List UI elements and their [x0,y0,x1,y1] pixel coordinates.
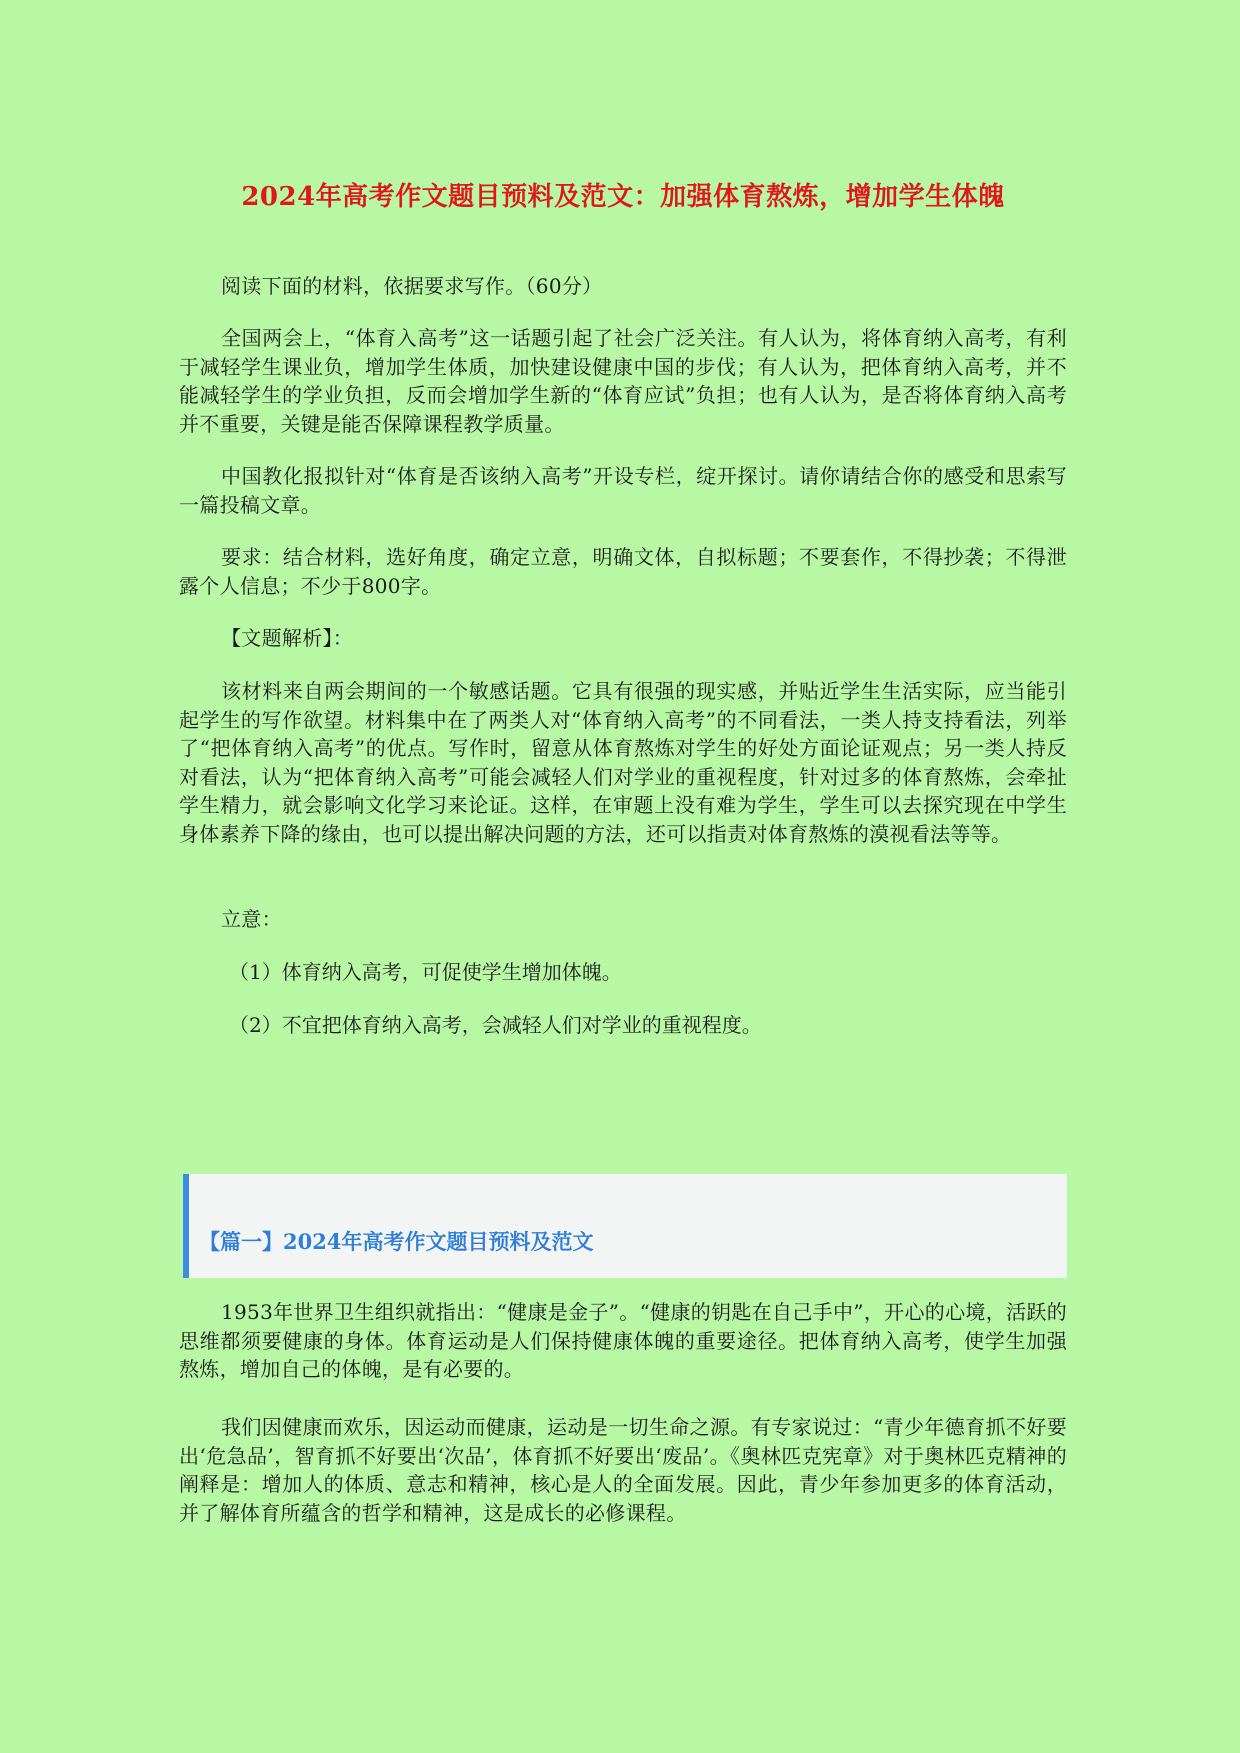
intent-heading: 立意： [221,907,282,931]
intent-item-2: （2）不宜把体育纳入高考，会减轻人们对学业的重视程度。 [229,1013,762,1037]
essay-paragraph-1: 1953年世界卫生组织就指出：“健康是金子”。“健康的钥匙在自己手中”，开心的心境，活跃的思维都须要健康的身体。体育运动是人们保持健康体魄的重要途径。把体育纳入高考，使学生加强熬炼，增加自己的体魄，是有必要的。 [179,1300,1067,1382]
requirements-paragraph: 要求：结合材料，选好角度，确定立意，明确文体，自拟标题；不要套作，不得抄袭；不得泄露个人信息；不少于800字。 [179,545,1067,598]
document-title: 2024年高考作文题目预料及范文：加强体育熬炼，增加学生体魄 [241,182,1005,212]
intro-paragraph-2: 全国两会上，“体育入高考”这一话题引起了社会广泛关注。有人认为，将体育纳入高考，有利于减轻学生课业负，增加学生体质，加快建设健康中国的步伐；有人认为，把体育纳入高考，并不能减轻学生的学业负担，反而会增加学生新的“体育应试”负担；也有人认为，是否将体育纳入高考并不重要，关键是能否保障课程教学质量。 [179,326,1067,436]
essay-paragraph-2: 我们因健康而欢乐，因运动而健康，运动是一切生命之源。有专家说过：“青少年德育抓不好要出‘危急品’，智育抓不好要出‘次品’，体育抓不好要出‘废品’。《奥林匹克宪章》对于奥林匹克精神的阐释是：增加人的体质、意志和精神，核心是人的全面发展。因此，青少年参加更多的体育活动，并了解体育所蕴含的哲学和精神，这是成长的必修课程。 [179,1415,1067,1525]
analysis-heading: 【文题解析】： [221,626,354,650]
analysis-paragraph: 该材料来自两会期间的一个敏感话题。它具有很强的现实感，并贴近学生生活实际，应当能引起学生的写作欲望。材料集中在了两类人对“体育纳入高考”的不同看法，一类人持支持看法，列举了“把体育纳入高考”的优点。写作时，留意从体育熬炼对学生的好处方面论证观点；另一类人持反对看法，认为“把体育纳入高考”可能会减轻人们对学业的重视程度，针对过多的体育熬炼，会牵扯学生精力，就会影响文化学习来论证。这样，在审题上没有难为学生，学生可以去探究现在中学生身体素养下降的缘由，也可以提出解决问题的方法，还可以指责对体育熬炼的漠视看法等等。 [179,679,1067,846]
section-header-bar [183,1174,1067,1278]
section-title: 【篇一】2024年高考作文题目预料及范文 [199,1229,594,1254]
intro-paragraph-3: 中国教化报拟针对“体育是否该纳入高考”开设专栏，绽开探讨。请你请结合你的感受和思索写一篇投稿文章。 [179,464,1067,517]
intent-item-1: （1）体育纳入高考，可促使学生增加体魄。 [229,960,622,984]
intro-paragraph-1: 阅读下面的材料，依据要求写作。（60分） [221,274,603,298]
